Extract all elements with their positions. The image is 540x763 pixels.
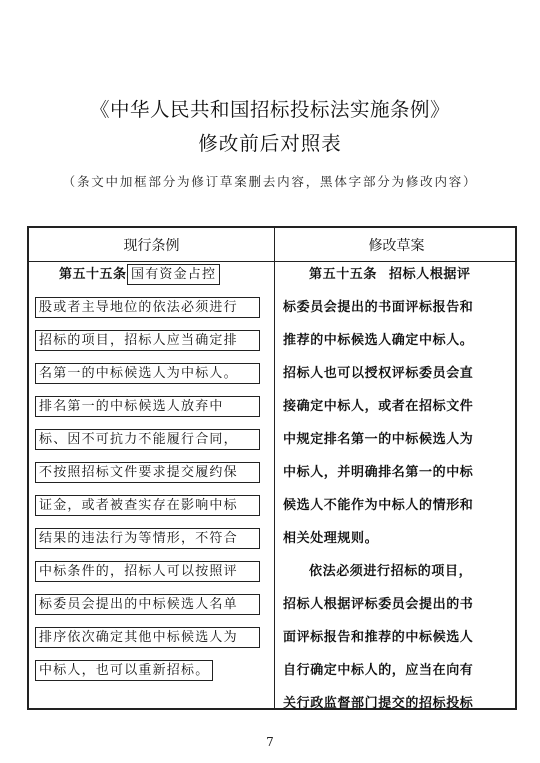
right-line: 相关处理规则。 <box>283 531 379 546</box>
left-line <box>35 462 270 484</box>
deleted-text-box: 中标条件的，招标人可以按照评 <box>35 561 260 582</box>
right-line: 招标人根据评标委员会提出的书 <box>283 597 474 612</box>
draft-amendment-column <box>283 264 515 726</box>
right-line: 中规定排名第一的中标候选人为 <box>283 432 474 447</box>
right-line: 候选人不能作为中标人的情形和 <box>283 498 474 513</box>
header-divider <box>29 261 515 262</box>
left-line <box>35 495 270 517</box>
editorial-note: （条文中加框部分为修订草案删去内容，黑体字部分为修改内容） <box>62 174 478 189</box>
right-line: 接确定中标人，或者在招标文件 <box>283 399 474 414</box>
right-line: 自行确定中标人的，应当在向有 <box>283 663 474 678</box>
header-current-regulation: 现行条例 <box>123 238 180 254</box>
page-number: 7 <box>266 735 274 749</box>
deleted-text-box: 排名第一的中标候选人放弃中 <box>35 396 260 417</box>
left-line <box>35 297 270 319</box>
document-title: 《中华人民共和国招标投标法实施条例》 <box>89 98 450 121</box>
deleted-text-box: 排序依次确定其他中标候选人为 <box>35 627 260 648</box>
right-line <box>283 264 515 286</box>
left-line <box>35 396 270 418</box>
left-line <box>35 528 270 550</box>
deleted-text-box: 中标人，也可以重新招标。 <box>35 660 213 681</box>
right-line: 关行政监督部门提交的招标投标 <box>283 696 474 711</box>
left-line <box>35 627 270 649</box>
right-line: 招标人也可以授权评标委员会直 <box>283 366 474 381</box>
deleted-text-box: 股或者主导地位的依法必须进行 <box>35 297 260 318</box>
right-line: 依法必须进行招标的项目， <box>309 564 473 579</box>
column-divider <box>274 228 275 708</box>
deleted-text-box: 标、因不可抗力不能履行合同， <box>35 429 260 450</box>
right-article-number: 第五十五条 <box>309 267 378 282</box>
document-subtitle: 修改前后对照表 <box>198 132 342 155</box>
deleted-text-box: 名第一的中标候选人为中标人。 <box>35 363 260 384</box>
left-article-number: 第五十五条 <box>59 267 127 282</box>
left-line <box>35 330 270 352</box>
deleted-text-box: 不按照招标文件要求提交履约保 <box>35 462 260 483</box>
amended-text: 招标人根据评 <box>389 267 471 282</box>
comparison-table <box>27 226 517 710</box>
header-draft-amendment: 修改草案 <box>368 238 425 254</box>
deleted-text-box: 标委员会提出的中标候选人名单 <box>35 594 260 615</box>
right-line: 标委员会提出的书面评标报告和 <box>283 300 474 315</box>
deleted-text-box: 招标的项目，招标人应当确定排 <box>35 330 260 351</box>
left-line <box>35 429 270 451</box>
left-line <box>35 363 270 385</box>
left-line <box>35 264 270 286</box>
current-regulation-column <box>35 264 270 693</box>
left-line <box>35 594 270 616</box>
left-line <box>35 561 270 583</box>
right-line: 面评标报告和推荐的中标候选人 <box>283 630 474 645</box>
right-line: 推荐的中标候选人确定中标人。 <box>283 333 474 348</box>
deleted-text-box: 国有资金占控 <box>127 264 220 285</box>
right-line: 中标人，并明确排名第一的中标 <box>283 465 474 480</box>
left-line <box>35 660 270 682</box>
deleted-text-box: 证金，或者被查实存在影响中标 <box>35 495 260 516</box>
deleted-text-box: 结果的违法行为等情形，不符合 <box>35 528 260 549</box>
